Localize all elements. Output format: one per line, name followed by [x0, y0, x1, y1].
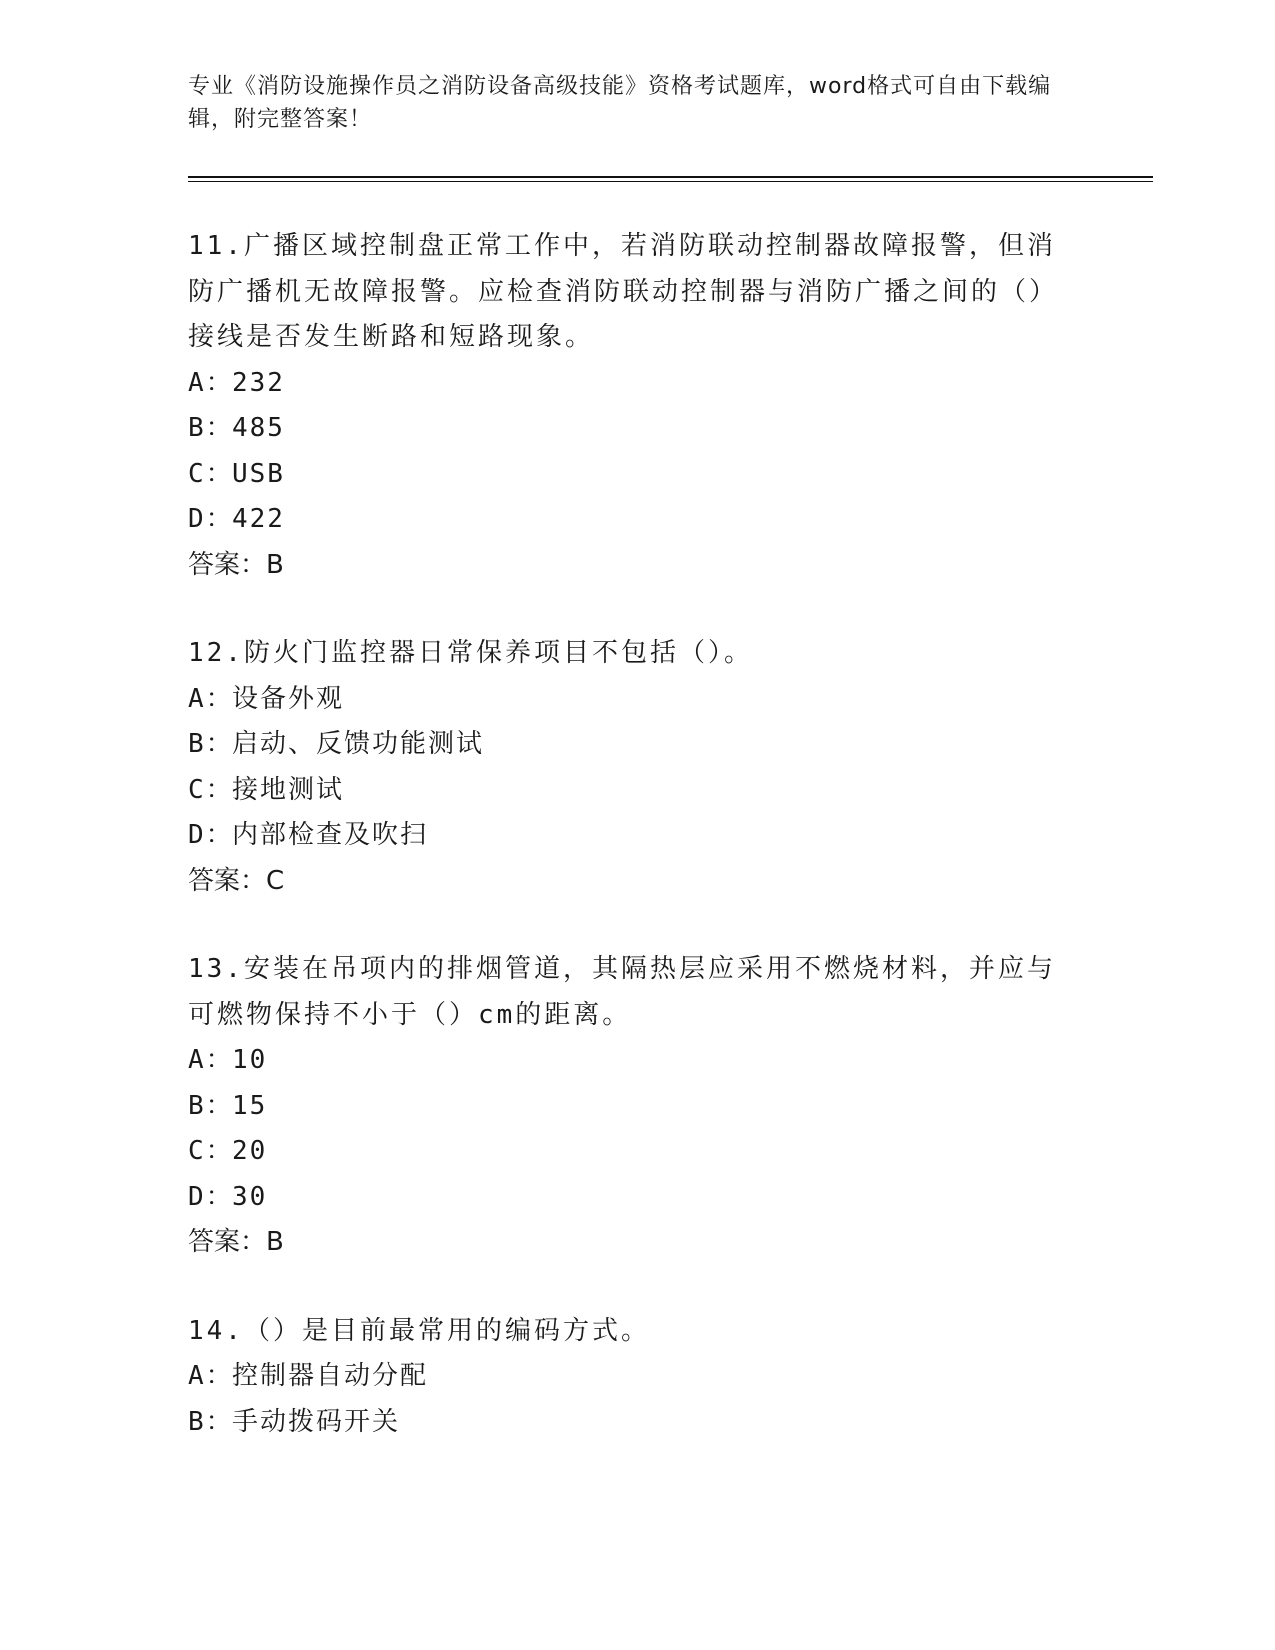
option-letter: C：	[188, 458, 234, 489]
option-text: 422	[232, 504, 285, 534]
option-text: 10	[232, 1045, 268, 1075]
question-list	[188, 224, 1148, 1445]
document-header: 专业《消防设施操作员之消防设备高级技能》资格考试题库，word格式可自由下载编辑，附完整答案！	[188, 74, 1052, 132]
option-a	[188, 1038, 1148, 1084]
answer-line: 答案：B	[188, 1227, 284, 1257]
option-letter: D：	[188, 1181, 234, 1212]
option-letter: B：	[188, 729, 234, 759]
question-13	[188, 947, 1148, 1266]
option-b	[188, 722, 1148, 768]
document-page	[188, 70, 1148, 1488]
option-text: USB	[232, 458, 285, 489]
option-a	[188, 1354, 1148, 1400]
option-c	[188, 452, 1148, 498]
option-letter: C：	[188, 1136, 234, 1166]
option-text: 内部检查及吹扫	[232, 820, 429, 850]
option-letter: C：	[188, 774, 234, 805]
option-letter: B：	[188, 1406, 234, 1437]
option-d	[188, 813, 1148, 859]
option-letter: A：	[188, 683, 234, 714]
option-letter: D：	[188, 504, 234, 534]
option-d	[188, 1175, 1148, 1221]
option-letter: A：	[188, 367, 234, 398]
option-letter: A：	[188, 1045, 234, 1075]
option-b	[188, 1084, 1148, 1130]
question-11	[188, 224, 1148, 588]
question-12	[188, 631, 1148, 904]
option-b	[188, 1400, 1148, 1446]
option-text: 接地测试	[232, 774, 345, 805]
option-text: 控制器自动分配	[232, 1361, 429, 1391]
question-stem: 13.安装在吊项内的排烟管道，其隔热层应采用不燃烧材料，并应与可燃物保持不小于（）cm的距离。	[188, 954, 1056, 1030]
option-a	[188, 361, 1148, 407]
option-b	[188, 406, 1148, 452]
option-c	[188, 1129, 1148, 1175]
option-d	[188, 497, 1148, 543]
header-divider	[188, 176, 1153, 182]
question-14	[188, 1309, 1148, 1446]
option-text: 启动、反馈功能测试	[232, 729, 485, 759]
option-letter: B：	[188, 413, 234, 443]
option-letter: A：	[188, 1361, 234, 1391]
option-text: 30	[232, 1181, 268, 1212]
option-text: 20	[232, 1136, 268, 1166]
answer-line: 答案：B	[188, 549, 284, 580]
option-letter: D：	[188, 820, 234, 850]
option-text: 手动拨码开关	[232, 1406, 401, 1437]
option-letter: B：	[188, 1090, 234, 1121]
question-stem: 14.（）是目前最常用的编码方式。	[188, 1315, 650, 1346]
question-stem: 12.防火门监控器日常保养项目不包括（）。	[188, 638, 753, 668]
option-a	[188, 677, 1148, 723]
answer-line: 答案：C	[188, 865, 285, 896]
question-stem: 11.广播区域控制盘正常工作中，若消防联动控制器故障报警，但消防广播机无故障报警。应检查消防联动控制器与消防广播之间的（）接线是否发生断路和短路现象。	[188, 231, 1059, 352]
option-text: 设备外观	[232, 683, 345, 714]
option-c	[188, 768, 1148, 814]
option-text: 15	[232, 1090, 268, 1121]
option-text: 485	[232, 413, 285, 443]
option-text: 232	[232, 367, 285, 398]
